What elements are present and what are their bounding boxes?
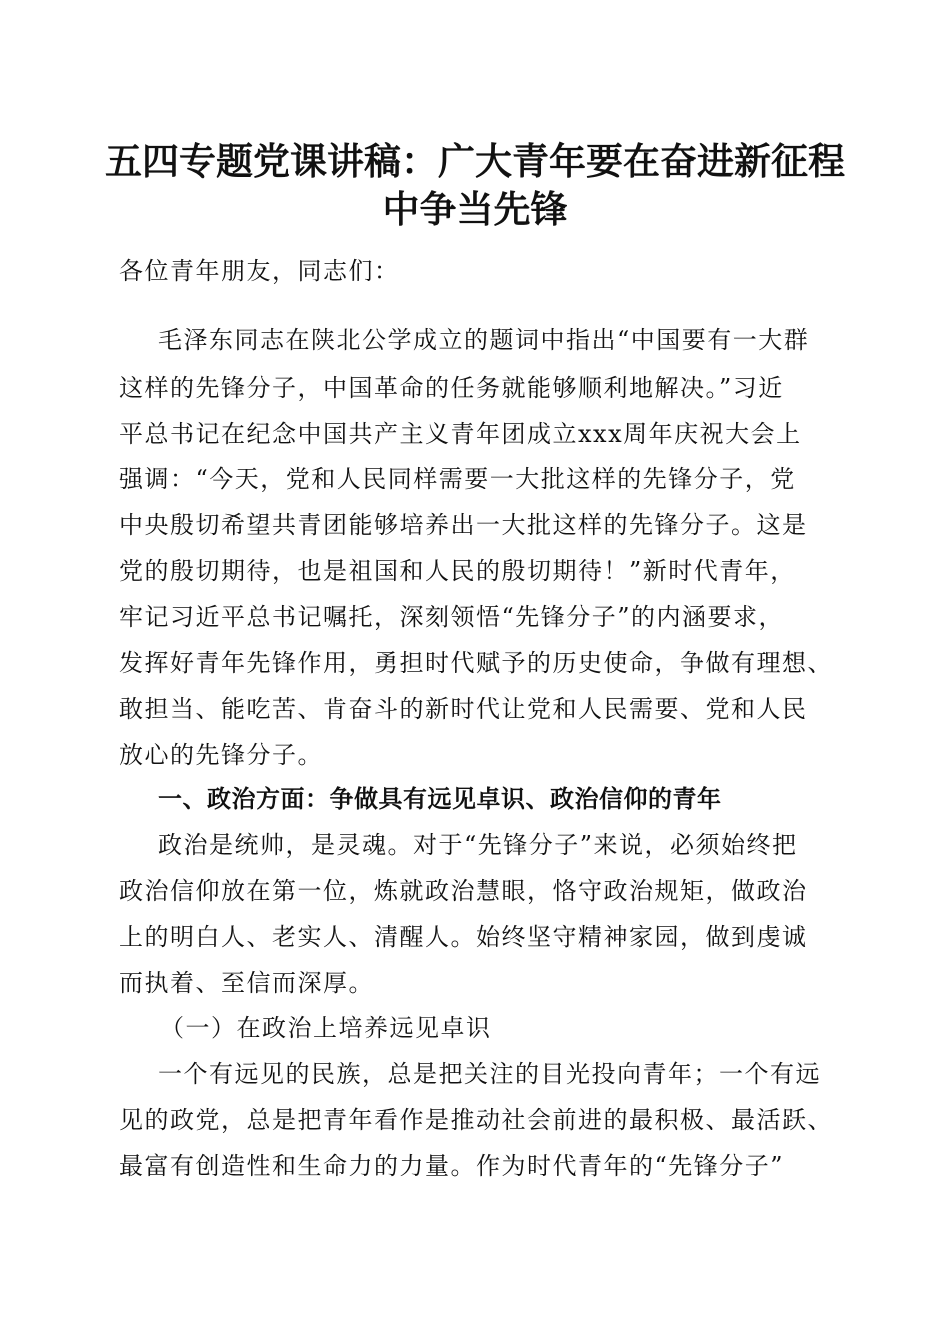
- paragraph-line: 而执着、至信而深厚。: [119, 969, 374, 997]
- paragraph-line: 上的明白人、老实人、清醒人。始终坚守精神家园，做到虔诚: [119, 923, 808, 951]
- paragraph-line: 毛泽东同志在陕北公学成立的题词中指出“中国要有一大群: [158, 326, 810, 354]
- paragraph-line: 见的政党，总是把青年看作是推动社会前进的最积极、最活跃、: [119, 1106, 833, 1134]
- section-heading: 一、政治方面：争做具有远见卓识、政治信仰的青年: [158, 785, 722, 813]
- paragraph-line: 政治是统帅，是灵魂。对于“先锋分子”来说，必须始终把: [158, 831, 798, 859]
- document-title-line-2: 中争当先锋: [382, 187, 568, 231]
- paragraph-line: 党的殷切期待，也是祖国和人民的殷切期待！”新时代青年，: [119, 557, 796, 585]
- paragraph-line: 牢记习近平总书记嘱托，深刻领悟“先锋分子”的内涵要求，: [119, 603, 785, 631]
- salutation: 各位青年朋友，同志们：: [119, 257, 400, 285]
- paragraph-line: 敢担当、能吃苦、肯奋斗的新时代让党和人民需要、党和人民: [119, 695, 808, 723]
- paragraph-line: 这样的先锋分子，中国革命的任务就能够顺利地解决。”习近: [119, 374, 784, 402]
- document-title-line-1: 五四专题党课讲稿：广大青年要在奋进新征程: [105, 139, 845, 183]
- paragraph-line: 发挥好青年先锋作用，勇担时代赋予的历史使命，争做有理想、: [119, 649, 833, 677]
- paragraph-line: 政治信仰放在第一位，炼就政治慧眼，恪守政治规矩，做政治: [119, 877, 808, 905]
- subsection-heading: （一）在政治上培养远见卓识: [160, 1014, 492, 1042]
- paragraph-line: 一个有远见的民族，总是把关注的目光投向青年；一个有远: [158, 1060, 821, 1088]
- paragraph-line: 中央殷切希望共青团能够培养出一大批这样的先锋分子。这是: [119, 511, 808, 539]
- paragraph-line: 最富有创造性和生命力的力量。作为时代青年的“先锋分子”: [119, 1152, 785, 1180]
- paragraph-line: 放心的先锋分子。: [119, 741, 323, 769]
- paragraph-line: 平总书记在纪念中国共产主义青年团成立xxx周年庆祝大会上: [119, 420, 802, 448]
- paragraph-line: 强调：“今天，党和人民同样需要一大批这样的先锋分子，党: [119, 465, 796, 493]
